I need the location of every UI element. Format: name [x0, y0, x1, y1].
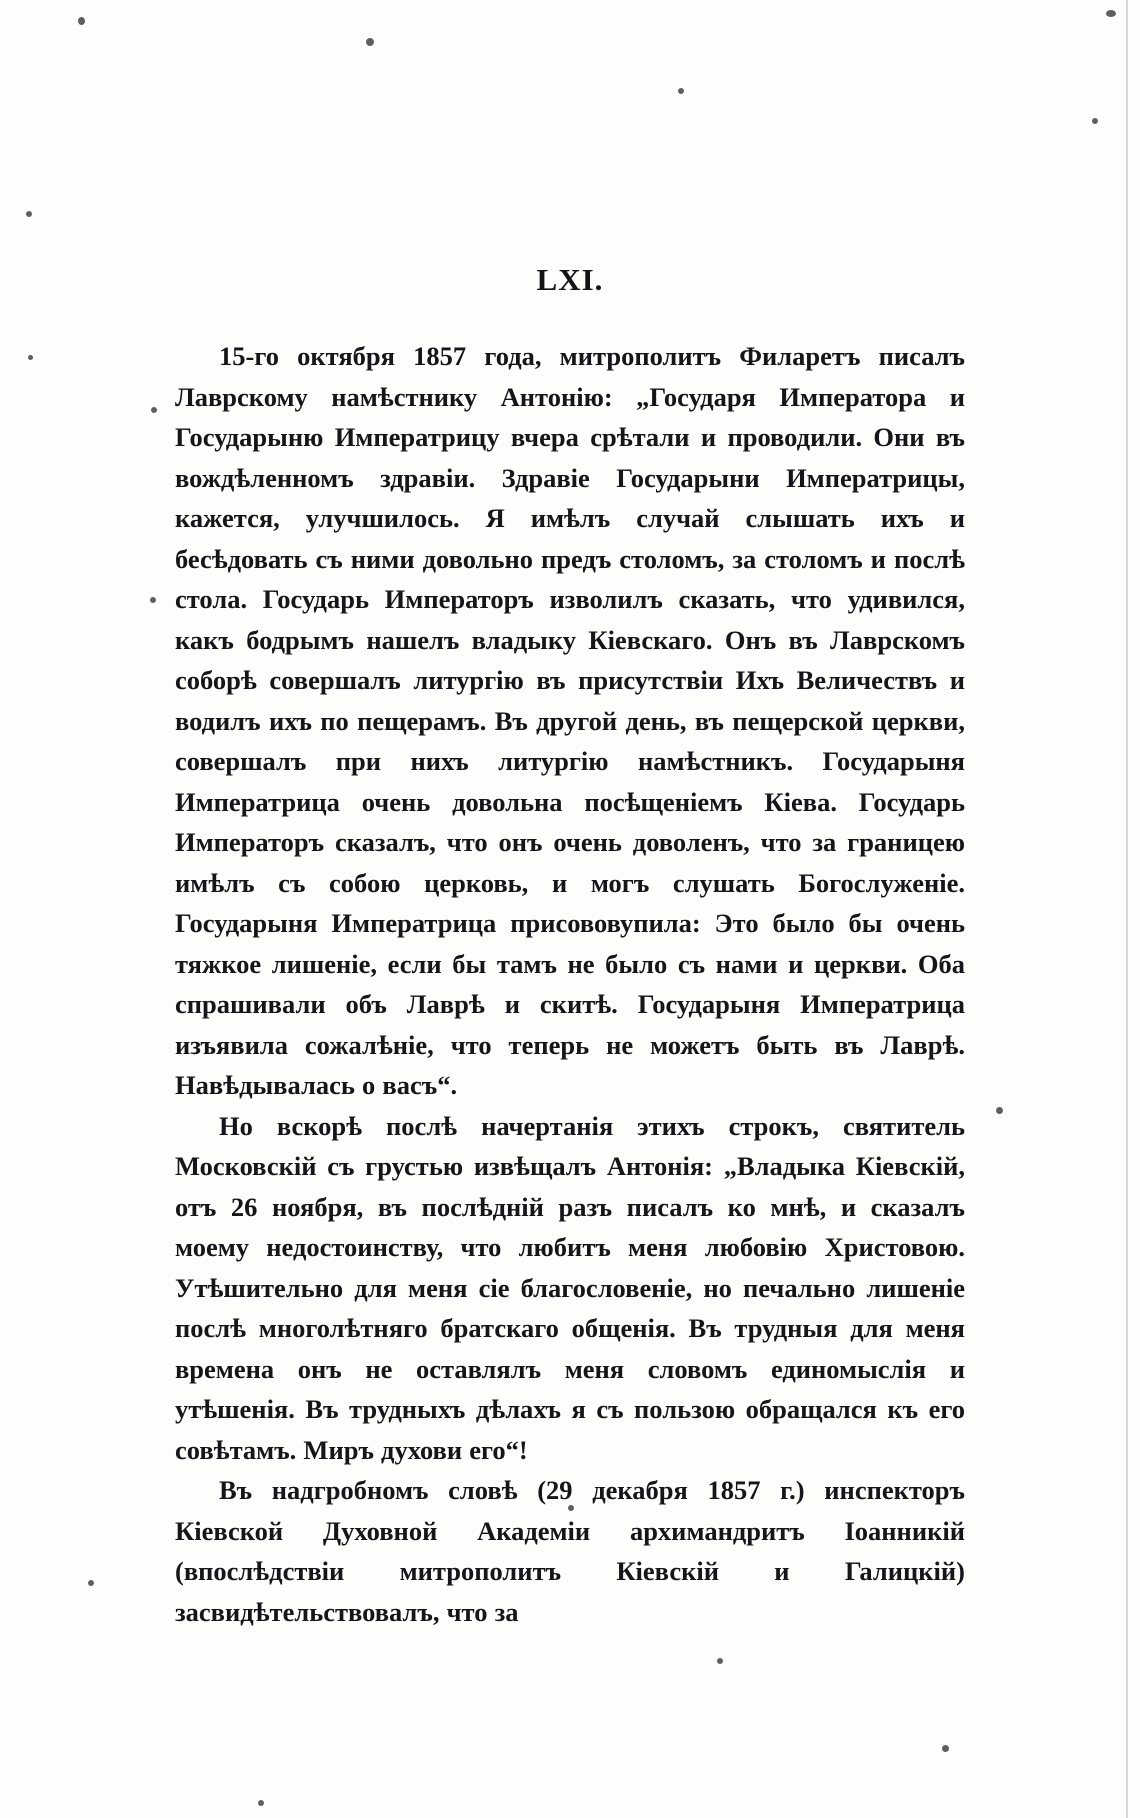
scan-speck: [942, 1745, 949, 1752]
scan-speck: [26, 211, 32, 217]
page-edge-mark: [1126, 0, 1128, 1818]
scan-speck: [717, 1658, 723, 1664]
paragraph-1: 15-го октября 1857 года, митрополитъ Филаретъ писалъ Лаврскому намѣстнику Антонію: „Государя Императора и Государыню Императрицу вчера срѣтали и проводили. Они въ вождѣленномъ здравіи. Здравіе Государыни Императрицы, кажется, улучшилось. Я имѣлъ случай слышать ихъ и бесѣдовать съ ними довольно предъ столомъ, за столомъ и послѣ стола. Государь Императоръ изволилъ сказать, что удивился, какъ бодрымъ нашелъ владыку Кіевскаго. Онъ въ Лаврскомъ соборѣ совершалъ литургію въ присутствіи Ихъ Величествъ и водилъ ихъ по пещерамъ. Въ другой день, въ пещерской церкви, совершалъ при нихъ литургію намѣстникъ. Государыня Императрица очень довольна посѣщеніемъ Кіева. Государь Императоръ сказалъ, что онъ очень доволенъ, что за границею имѣлъ съ собою церковь, и могъ слушать Богослуженіе. Государыня Императрица присововупила: Это было бы очень тяжкое лишеніе, если бы тамъ не было съ нами и церкви. Оба спрашивали объ Лаврѣ и скитѣ. Государыня Императрица изъявила сожалѣніе, что теперь не можетъ быть въ Лаврѣ. Навѣдывалась о васъ“.: [175, 341, 965, 1100]
scan-speck: [1092, 118, 1098, 124]
scan-speck: [28, 355, 33, 360]
chapter-number: LXI.: [536, 262, 604, 297]
paragraph-3: Въ надгробномъ словѣ (29 декабря 1857 г.) инспекторъ Кіевской Духовной Академіи архимандритъ Іоанникій (впослѣдствіи митрополитъ Кіевскій и Галицкій) засвидѣтельствовалъ, что за: [175, 1475, 965, 1627]
scan-speck: [678, 88, 684, 94]
paragraph-2: Но вскорѣ послѣ начертанія этихъ строкъ, святитель Московскій съ грустью извѣщалъ Антонія: „Владыка Кіевскій, отъ 26 ноября, въ послѣдній разъ писалъ ко мнѣ, и сказалъ моему недостоинству, что любитъ меня любовію Христовою. Утѣшительно для меня сіе благословеніе, но печально лишеніе послѣ многолѣтняго братскаго общенія. Въ трудныя для меня времена онъ не оставлялъ меня словомъ единомыслія и утѣшенія. Въ трудныхъ дѣлахъ я съ пользою обращался къ его совѣтамъ. Миръ духови его“!: [175, 1110, 965, 1465]
scan-speck: [996, 1107, 1003, 1114]
scan-speck: [258, 1800, 264, 1806]
scan-speck: [88, 1580, 94, 1586]
scan-speck: [150, 597, 156, 603]
scan-speck: [1106, 10, 1116, 17]
scan-speck: [366, 38, 374, 46]
page-content: [175, 262, 965, 1632]
scan-speck: [78, 17, 85, 25]
scan-speck: [151, 407, 157, 413]
